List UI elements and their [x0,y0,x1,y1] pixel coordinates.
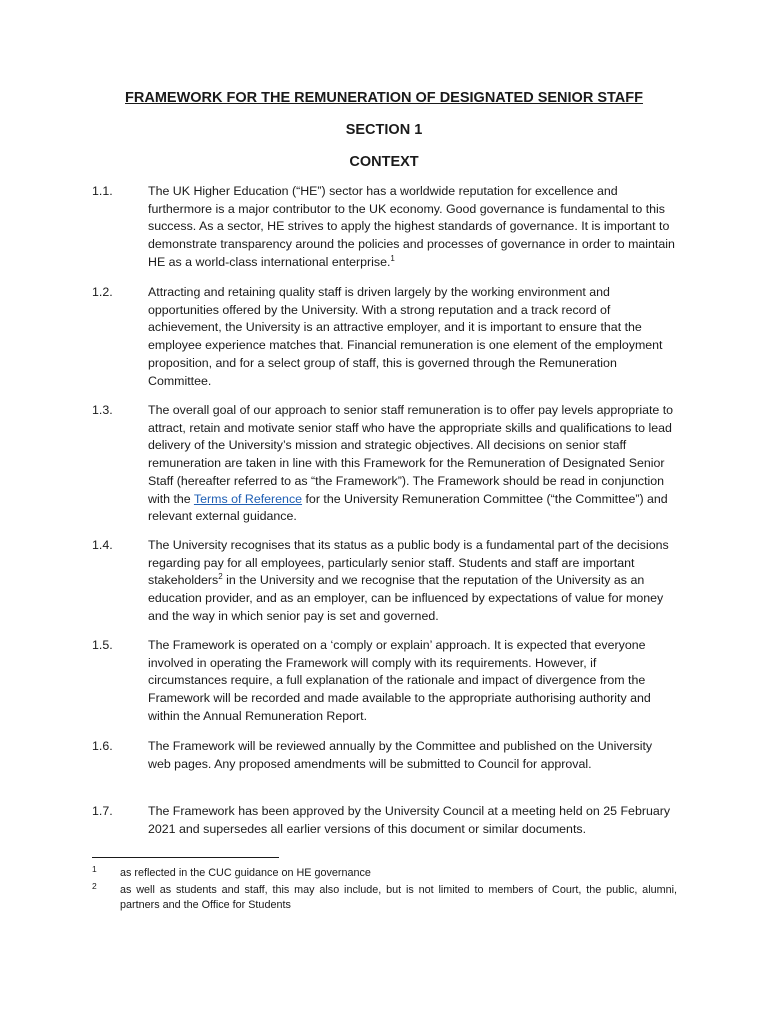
paragraph-1-5 [92,637,677,726]
paragraph-number: 1.3. [92,403,113,417]
footnote-1 [92,866,677,881]
terms-of-reference-link[interactable]: Terms of Reference [193,491,303,506]
paragraph-text-part: The University recognises that its status as a public body is a fundamental part of the decisions regarding pay for all employees, particularly senior staff. Students and staff are important stakeholders [148,538,669,588]
document-title: FRAMEWORK FOR THE REMUNERATION OF DESIGNATED SENIOR STAFF [125,90,643,106]
footnote-text: as well as students and staff, this may also include, but is not limited to members of Court, the public, alumni, partners and the Office for Students [120,884,677,911]
paragraph-text: Attracting and retaining quality staff is driven largely by the working environment and opportunities offered by the University. With a strong reputation and a track record of achievement, the University is an attractive employer, and it is important to ensure that the employee experience matches that. Financial remuneration is one element of the employment proposition, and for a select group of staff, this is governed through the Remuneration Committee. [148,285,663,388]
paragraph-text-part: in the University and we recognise that the reputation of the University as an education provider, and as an employer, can be influenced by expectations of value for money and the way in which senior pay is set and governed. [148,573,664,623]
paragraph-number: 1.1. [92,184,113,198]
paragraph-text: The Framework is operated on a ‘comply or explain’ approach. It is expected that everyone involved in operating the Framework will comply with its requirements. However, if circumstances require, a full explanation of the rationale and impact of divergence from the Framework will be recorded and made available to the appropriate authorising authority and within the Annual Remuneration Report. [148,638,651,723]
paragraph-1-7 [92,803,677,838]
paragraph-1-4 [92,537,677,626]
paragraph-number: 1.7. [92,804,113,818]
paragraph-text-part: for the University Remuneration Committee (“the Committee”) and relevant external guidance. [148,491,668,524]
context-heading: CONTEXT [349,154,419,170]
footnote-number: 1 [92,864,97,874]
footnote-divider [92,857,279,858]
paragraph-number: 1.4. [92,538,113,552]
footnote-number: 2 [92,881,97,891]
paragraph-1-3 [92,402,677,526]
paragraph-1-1 [92,183,677,272]
paragraph-text-part: The overall goal of our approach to senior staff remuneration is to offer pay levels appropriate to attract, retain and motivate senior staff who have the appropriate skills and qualifications to lead delivery of the University’s mission and strategic objectives. All decisions on senior staff remuneration are taken in line with this Framework for the Remuneration of Designated Senior Staff (hereafter referred to as “the Framework”). The Framework should be read in conjunction with the [148,403,674,506]
footnote-text: as reflected in the CUC guidance on HE governance [120,867,371,879]
paragraph-1-2 [92,284,677,390]
section-heading: SECTION 1 [345,122,423,138]
paragraph-number: 1.5. [92,638,113,652]
footnote-ref-1[interactable]: 1 [390,253,395,263]
paragraph-text: The UK Higher Education (“HE”) sector has a worldwide reputation for excellence and furthermore is a major contributor to the UK economy. Good governance is fundamental to this success. As a sector, HE strives to apply the highest standards of governance. It is important to demonstrate transparency around the policies and processes of governance in order to maintain HE as a world-class international enterprise. [148,184,675,269]
paragraph-text: The Framework will be reviewed annually by the Committee and published on the University web pages. Any proposed amendments will be submitted to Council for approval. [148,739,653,771]
paragraph-number: 1.6. [92,739,113,753]
paragraph-number: 1.2. [92,285,113,299]
paragraph-text: The Framework has been approved by the University Council at a meeting held on 25 February 2021 and supersedes all earlier versions of this document or similar documents. [148,804,671,836]
footnote-ref-2[interactable]: 2 [218,572,223,582]
footnote-2 [92,883,677,912]
paragraph-1-6 [92,738,677,773]
